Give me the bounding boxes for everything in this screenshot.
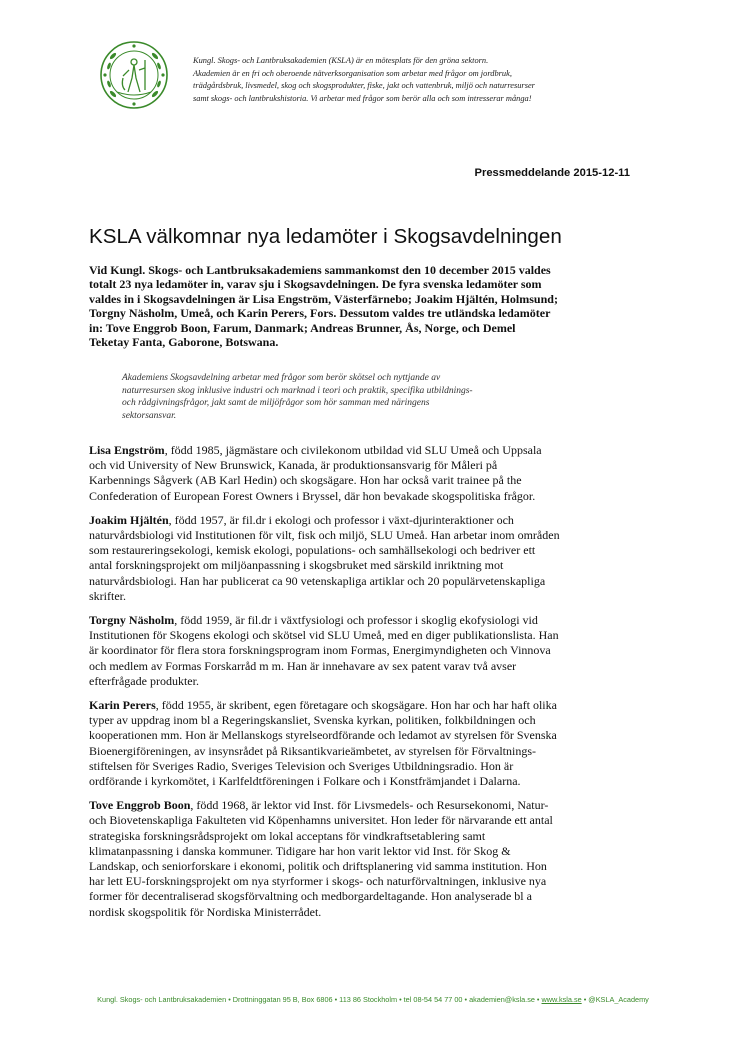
lead-line: Vid Kungl. Skogs- och Lantbruksakademiens sammankomst den 10 december 2015 valdes bbox=[89, 263, 551, 277]
bio-line: är koordinator för flera stora forskningsprogram inom Formas, Energimyndigheten och Vinnova bbox=[89, 643, 551, 658]
intro-line: Kungl. Skogs- och Lantbruksakademien (KSLA) är en mötesplats för den gröna sektorn. bbox=[193, 56, 489, 65]
quote-line: och rådgivningsfrågor, jakt samt de miljöfrågor som hör samman med näringens bbox=[122, 398, 430, 408]
bio-line: som restaureringsekologi, kemisk ekologi, populations- och samhällsekologi och bedriver ett bbox=[89, 543, 536, 558]
member-bio-joakim-hjalten bbox=[89, 513, 661, 604]
bio-line: och Biovetenskapliga Fakulteten vid Köpenhamns universitet. Hon leder för närvarande ett antal bbox=[89, 813, 553, 828]
member-bio-lisa-engstrom bbox=[89, 443, 661, 504]
lead-line: totalt 23 nya ledamöter in, varav sju i Skogsavdelningen. De fyra svenska ledamöter som bbox=[89, 277, 542, 292]
bio-line: skrifter. bbox=[89, 588, 126, 603]
bio-line: Karbennings Sågverk (AB Karl Hedin) och skogsägare. Hon har också varit trainee på the bbox=[89, 473, 522, 488]
lead-line: in: Tove Enggrob Boon, Farum, Danmark; Andreas Brunner, Ås, Norge, och Demel bbox=[89, 320, 516, 335]
bio-line: , född 1968, är lektor vid Inst. för Livsmedels- och Resursekonomi, Natur- bbox=[190, 798, 549, 813]
quote-line: Akademiens Skogsavdelning arbetar med frågor som berör skötsel och nyttjande av bbox=[122, 373, 441, 383]
intro-line: Akademien är en fri och oberoende nätverksorganisation som arbetar med frågor om jordbruk, bbox=[193, 68, 512, 78]
footer-social: • @KSLA_Academy bbox=[581, 995, 649, 1004]
lead-paragraph bbox=[89, 263, 661, 349]
lead-line: Teketay Fanta, Gaborone, Botswana. bbox=[89, 335, 279, 350]
forest-section-quote bbox=[122, 372, 632, 422]
bio-line: , född 1957, är fil.dr i ekologi och professor i växt-djurinteraktioner och bbox=[168, 512, 514, 527]
lead-line: Torgny Näsholm, Umeå, och Karin Perers, Fors. Dessutom valdes tre utländska ledamöter bbox=[89, 306, 551, 321]
bio-line: typer av uppdrag inom bl a Regeringskansliet, Svenska kyrkan, politiken, folkbildningen och bbox=[89, 713, 536, 728]
bio-line: strategiska forskningsrådsprojekt om lokal acceptans för vindkraftsetablering samt bbox=[89, 828, 486, 843]
intro-line: trädgårdsbruk, livsmedel, skog och skogsprodukter, fiske, jakt och vattenbruk, miljö och naturresurser bbox=[193, 81, 535, 91]
bio-line: naturvårdsbiologi vid Institutionen för vilt, fisk och miljö, SLU Umeå. Han arbetar inom områden bbox=[89, 528, 560, 543]
ksla-seal-logo-icon bbox=[99, 40, 169, 110]
bio-line: kooperationen mm. Hon är Mellanskogs styrelseordförande och ledamot av styrelsen för Svenska bbox=[89, 728, 557, 743]
academy-intro bbox=[193, 55, 713, 105]
bio-line: Institutionen för Skogens ekologi och skötsel vid SLU Umeå, med en diger publikationslista. Han bbox=[89, 628, 559, 643]
intro-line: samt skogs- och lantbrukshistoria. Vi arbetar med frågor som berör alla och som intresserar många! bbox=[193, 93, 532, 103]
member-bio-karin-perers bbox=[89, 698, 661, 789]
page-title: KSLA välkomnar nya ledamöter i Skogsavdelningen bbox=[89, 225, 562, 248]
bio-line: stiftelsen för Sveriges Radio, Sveriges Television och Sveriges Utbildningsradio. Hon är bbox=[89, 758, 514, 773]
bio-line: Bioenergiföreningen, av insynsrådet på Riksantikvarieämbetet, av styrelsen för Förvaltnings- bbox=[89, 743, 536, 758]
bio-line: efterfrågade produkter. bbox=[89, 673, 199, 688]
footer-address: Kungl. Skogs- och Lantbruksakademien • Drottninggatan 95 B, Box 6806 • 113 86 Stockholm • tel 08-54 54 77 00 • akademien@ksla.se • bbox=[97, 995, 542, 1004]
bio-line: , född 1955, är skribent, egen företagare och skogsägare. Hon har och har haft olika bbox=[155, 698, 557, 713]
member-name: Joakim Hjältén bbox=[89, 512, 169, 527]
bio-line: , född 1985, jägmästare och civilekonom utbildad vid SLU Umeå och Uppsala bbox=[164, 443, 542, 457]
member-bios bbox=[89, 443, 661, 929]
bio-line: har lett EU-forskningsprojekt om nya styrformer i skogs- och naturförvaltningen, inklusive nya bbox=[89, 874, 547, 889]
bio-line: , född 1959, är fil.dr i växtfysiologi och professor i skoglig ekofysiologi vid bbox=[174, 613, 538, 628]
member-bio-tove-enggrob-boon bbox=[89, 798, 661, 920]
quote-line: naturresursen skog inklusive industri och marknad i teori och praktik, specifika utbildnings- bbox=[122, 385, 473, 396]
bio-line: former för decentraliserad skogsförvaltning och medborgardeltagande. Hon analyserade bl a bbox=[89, 889, 532, 904]
member-name: Torgny Näsholm bbox=[89, 613, 175, 628]
bio-line: Confederation of European Forest Owners i Bryssel, där hon bevakade skogspolitiska frågor. bbox=[89, 488, 536, 503]
bio-line: och medlem av Formas Forskarråd m m. Han är innehavare av sex patent varav två avser bbox=[89, 658, 517, 673]
member-name: Lisa Engström bbox=[89, 443, 165, 457]
member-bio-torgny-nasholm bbox=[89, 613, 661, 689]
bio-line: och vid University of New Brunswick, Kanada, är produktionsansvarig för Måleri på bbox=[89, 458, 498, 473]
member-name: Tove Enggrob Boon bbox=[89, 798, 191, 813]
bio-line: antal forskningsprojekt om miljöanpassning i skogsbruket med särskild inriktning mot bbox=[89, 558, 504, 573]
bio-line: nordisk skogspolitik för Nordiska Ministerrådet. bbox=[89, 904, 322, 919]
bio-line: ordförande i kyrkomötet, i Karlfeldtföreningen i Folkare och i Konstfrämjandet i Dalarna. bbox=[89, 774, 521, 789]
quote-line: sektorsansvar. bbox=[122, 410, 177, 421]
website-link[interactable]: www.ksla.se bbox=[541, 995, 582, 1004]
page-footer bbox=[0, 995, 746, 1004]
bio-line: Landskap, och seniorforskare i ekonomi, politik och driftsplanering vid samma institution. Hon bbox=[89, 859, 547, 874]
bio-line: naturvårdsbiologi. Han har publicerat ca 90 vetenskapliga artiklar och 20 populärvetenskapliga bbox=[89, 573, 546, 588]
member-name: Karin Perers bbox=[89, 698, 156, 713]
bio-line: klimatanpassning i danska kommuner. Tidigare har hon varit lektor vid Inst. för Skog & bbox=[89, 843, 511, 858]
lead-line: valdes in i Skogsavdelningen är Lisa Engström, Västerfärnebo; Joakim Hjältén, Holmsund; bbox=[89, 291, 558, 306]
press-release-date: Pressmeddelande 2015-12-11 bbox=[474, 167, 630, 179]
